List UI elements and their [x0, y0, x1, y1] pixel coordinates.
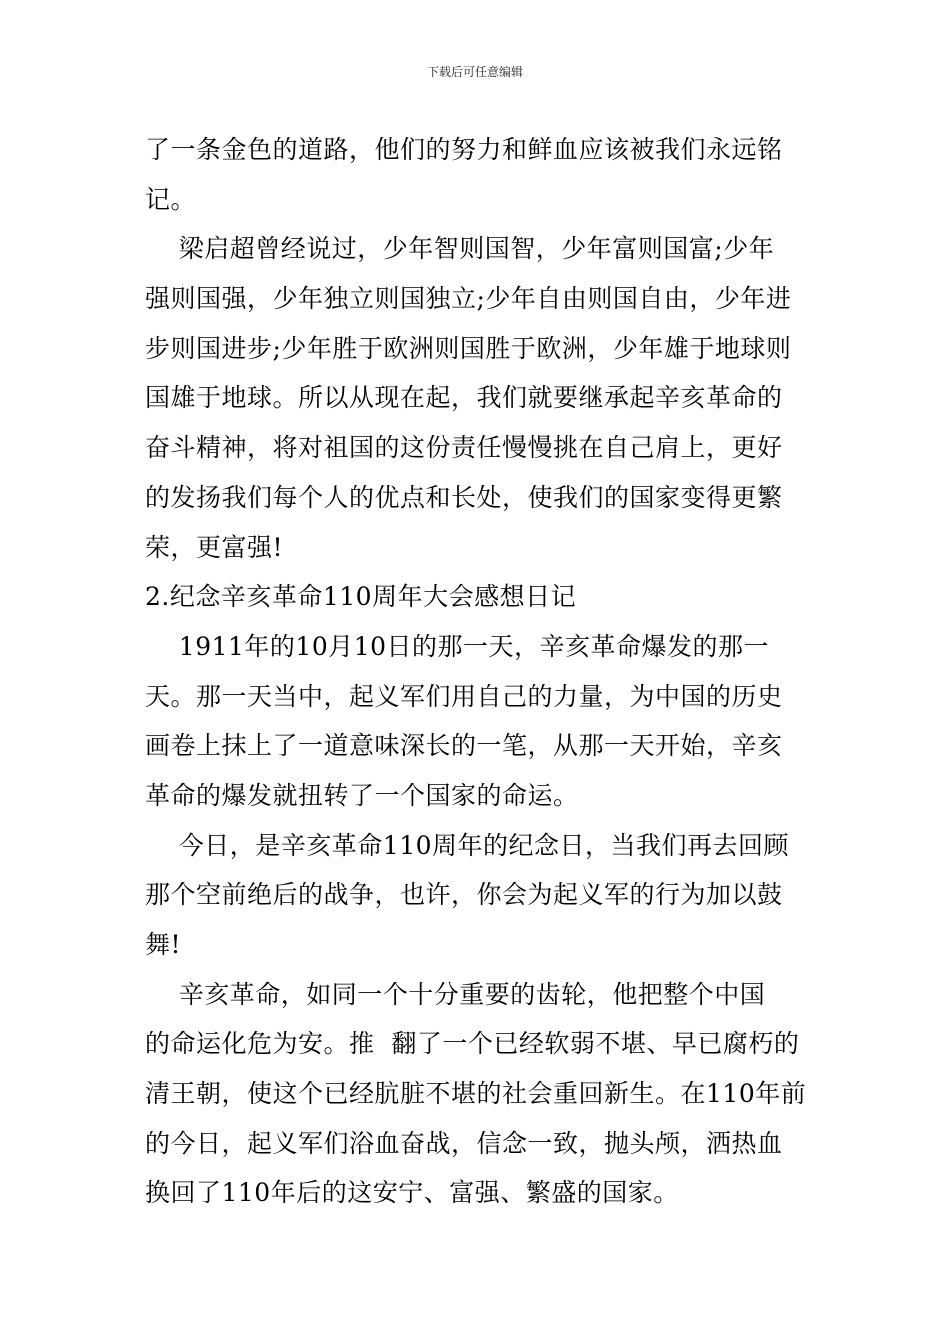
- text-line: 辛亥革命，如同一个十分重要的齿轮，他把整个中国: [145, 980, 766, 1009]
- text-line: 那个空前绝后的战争，也许，你会为起义军的行为加以鼓: [145, 880, 783, 909]
- text-line: 国雄于地球。所以从现在起，我们就要继承起辛亥革命的: [145, 383, 783, 412]
- text-line: 梁启超曾经说过，少年智则国智，少年富则国富;少年: [145, 234, 775, 263]
- text-line: 天。那一天当中，起义军们用自己的力量，为中国的历史: [145, 682, 783, 711]
- section-heading: 2.纪念辛亥革命110周年大会感想日记: [145, 582, 577, 611]
- text-line: 1911年的10月10日的那一天，辛亥革命爆发的那一: [145, 632, 770, 661]
- text-line: 的命运化危为安。推 翻了一个已经软弱不堪、早已腐朽的: [145, 1029, 800, 1058]
- text-line: 了一条金色的道路，他们的努力和鲜血应该被我们永远铭: [145, 135, 783, 164]
- text-line: 革命的爆发就扭转了一个国家的命运。: [145, 781, 579, 810]
- text-line: 奋斗精神，将对祖国的这份责任慢慢挑在自己肩上，更好: [145, 433, 783, 462]
- text-line: 的发扬我们每个人的优点和长处，使我们的国家变得更繁: [145, 483, 783, 512]
- text-line: 换回了110年后的这安宁、富强、繁盛的国家。: [145, 1178, 679, 1207]
- text-line: 今日，是辛亥革命110周年的纪念日，当我们再去回顾: [145, 831, 790, 860]
- text-line: 舞!: [145, 930, 182, 959]
- text-line: 步则国进步;少年胜于欧洲则国胜于欧洲，少年雄于地球则: [145, 334, 792, 363]
- page-header: 下载后可任意编辑: [426, 65, 523, 79]
- text-line: 荣，更富强!: [145, 533, 284, 562]
- text-line: 画卷上抹上了一道意味深长的一笔，从那一天开始，辛亥: [145, 731, 783, 760]
- text-line: 记。: [145, 185, 197, 214]
- text-line: 强则国强，少年独立则国独立;少年自由则国自由，少年进: [145, 284, 792, 313]
- text-line: 清王朝，使这个已经肮脏不堪的社会重回新生。在110年前: [145, 1079, 807, 1108]
- text-line: 的今日，起义军们浴血奋战，信念一致，抛头颅，洒热血: [145, 1129, 783, 1158]
